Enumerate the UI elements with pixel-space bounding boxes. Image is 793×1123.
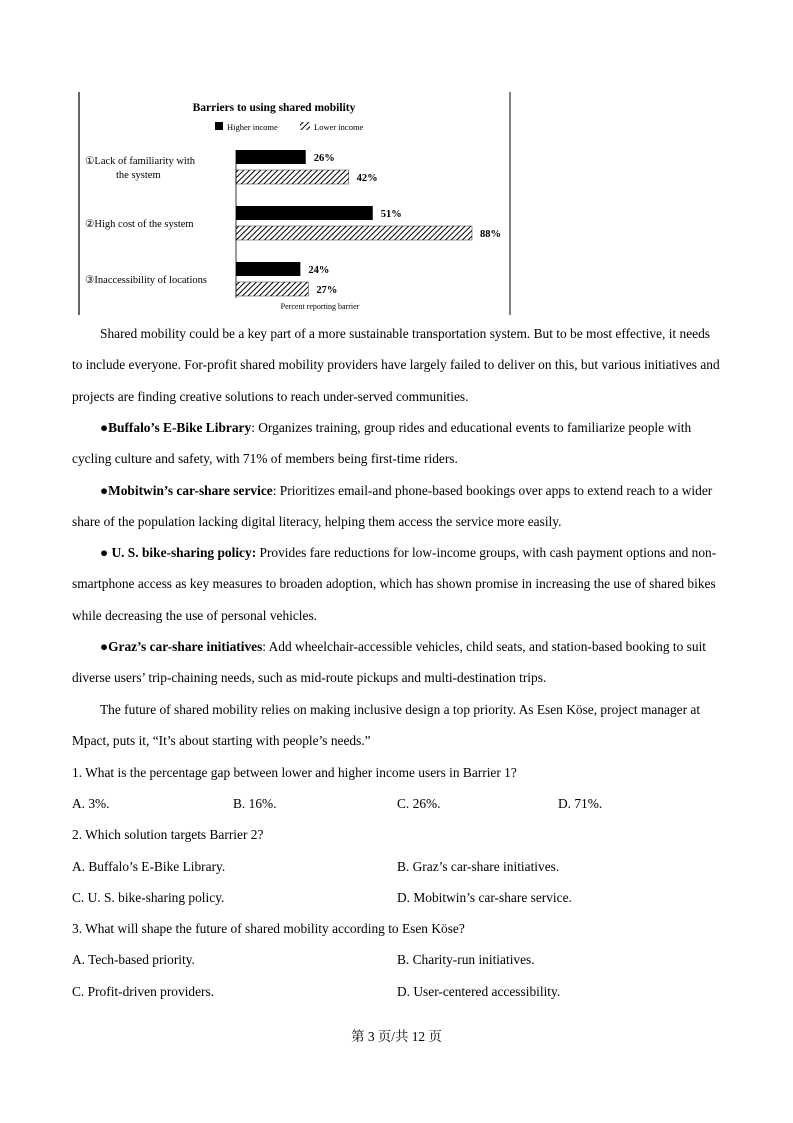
data-label-lower: 42%	[356, 173, 378, 184]
legend-swatch-higher	[215, 122, 223, 130]
legend-label-lower: Lower income	[314, 122, 364, 132]
bullet-icon: ●	[100, 420, 109, 435]
item-text: Provides fare reductions for low-income groups, with cash payment options and non-smartphone access as key measures to broaden adoption, which has shown promise in increasing the use of shared bikes while decreasing the use of personal vehicles.	[72, 545, 717, 623]
bullet-icon: ●	[100, 545, 109, 560]
bullet-icon: ●	[100, 639, 109, 654]
data-label-higher: 24%	[308, 265, 330, 276]
category-label: the system	[116, 170, 161, 181]
list-item-buffalo	[72, 412, 722, 475]
data-label-higher: 51%	[380, 209, 402, 220]
bar-higher-income	[236, 206, 373, 220]
bullet-icon: ●	[100, 483, 109, 498]
conclusion-paragraph: The future of shared mobility relies on making inclusive design a top priority. As Esen Köse, project manager at Mpact, puts it, “It’s about starting with people’s needs.”	[72, 702, 701, 749]
list-item-mobitwin	[72, 475, 722, 538]
category-label: ①Lack of familiarity with	[85, 156, 196, 167]
question-3-stem: 3. What will shape the future of shared mobility according to Esen Köse?	[72, 921, 465, 936]
x-axis-label: Percent reporting barrier	[280, 302, 360, 311]
question-2-option-c[interactable]: C. U. S. bike-sharing policy.	[72, 890, 225, 905]
item-title: Graz’s car-share initiatives	[108, 639, 263, 654]
question-1-option-a[interactable]: A. 3%.	[72, 796, 110, 811]
list-item-graz	[72, 631, 722, 694]
item-text: : Add wheelchair-accessible vehicles, child seats, and station-based booking to suit diverse users’ trip-chaining needs, such as mid-route pickups and multi-destination trips.	[72, 639, 707, 686]
legend-swatch-lower	[300, 122, 310, 130]
question-3-option-c[interactable]: C. Profit-driven providers.	[72, 984, 215, 999]
item-text: : Organizes training, group rides and educational events to familiarize people with cycling culture and safety, with 71% of members being first-time riders.	[72, 420, 692, 467]
chart-title: Barriers to using shared mobility	[192, 102, 356, 114]
data-label-lower: 27%	[316, 285, 338, 296]
bar-lower-income	[236, 170, 349, 184]
barriers-bar-chart	[78, 92, 512, 315]
question-3-option-b[interactable]: B. Charity-run initiatives.	[397, 952, 535, 967]
question-1-option-c[interactable]: C. 26%.	[397, 796, 441, 811]
data-label-higher: 26%	[313, 153, 335, 164]
bar-higher-income	[236, 150, 306, 164]
data-label-lower: 88%	[480, 229, 501, 240]
question-2-stem: 2. Which solution targets Barrier 2?	[72, 827, 264, 842]
bar-lower-income	[236, 226, 472, 240]
question-2-option-a[interactable]: A. Buffalo’s E-Bike Library.	[72, 859, 226, 874]
category-label: ③Inaccessibility of locations	[85, 275, 207, 286]
item-title: U. S. bike-sharing policy:	[108, 545, 257, 560]
category-label: ②High cost of the system	[85, 219, 194, 230]
item-title: Mobitwin’s car-share service	[108, 483, 273, 498]
question-2-option-d[interactable]: D. Mobitwin’s car-share service.	[397, 890, 572, 905]
intro-paragraph: Shared mobility could be a key part of a more sustainable transportation system. But to be most effective, it needs to include everyone. For-profit shared mobility providers have largely failed to deliver on this, but various initiatives and projects are finding creative solutions to reach under-served communities.	[72, 326, 720, 404]
question-1-stem: 1. What is the percentage gap between lower and higher income users in Barrier 1?	[72, 765, 517, 780]
bar-lower-income	[236, 282, 308, 296]
question-3-option-d[interactable]: D. User-centered accessibility.	[397, 984, 561, 999]
question-3-option-a[interactable]: A. Tech-based priority.	[72, 952, 195, 967]
item-title: Buffalo’s E-Bike Library	[108, 420, 252, 435]
question-2-option-b[interactable]: B. Graz’s car-share initiatives.	[397, 859, 560, 874]
page-footer: 第 3 页/共 12 页	[351, 1029, 442, 1044]
question-1-option-b[interactable]: B. 16%.	[233, 796, 277, 811]
question-1-option-d[interactable]: D. 71%.	[558, 796, 603, 811]
legend-label-higher: Higher income	[227, 122, 278, 132]
bar-higher-income	[236, 262, 300, 276]
list-item-us-policy	[72, 537, 722, 631]
item-text: : Prioritizes email-and phone-based bookings over apps to extend reach to a wider share of the population lacking digital literacy, helping them access the service more easily.	[72, 483, 713, 530]
